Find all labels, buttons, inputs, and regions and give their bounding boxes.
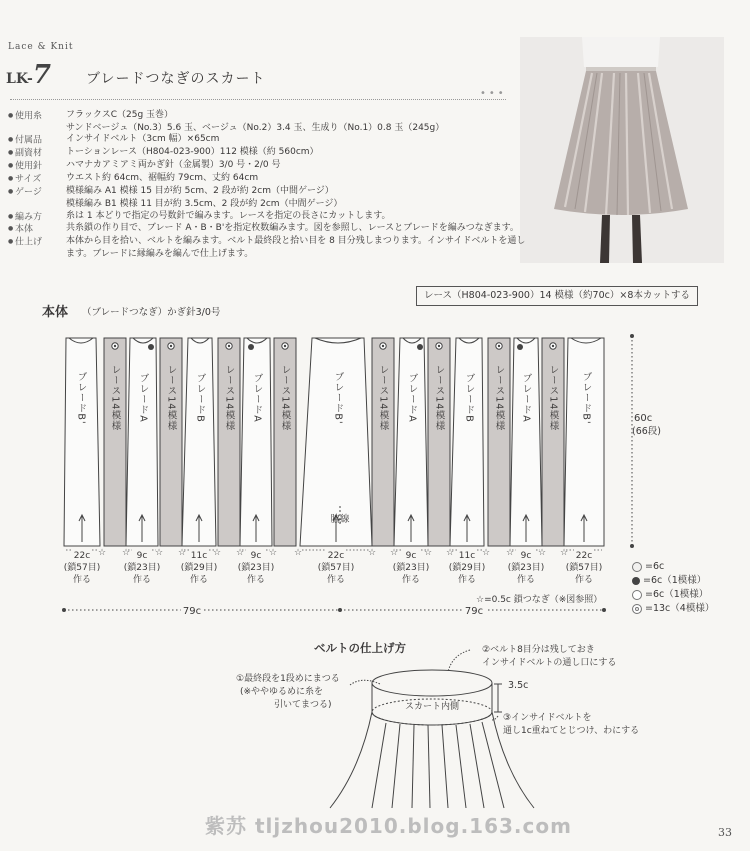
belt-title: ベルトの仕上げ方 (314, 641, 406, 655)
belt-height: 3.5c (508, 680, 529, 691)
spec-value: トーションレース（H804-023-900）112 模様（約 560cm） (66, 147, 319, 158)
bullet-icon: ● (8, 238, 14, 246)
spec-label: ● 使用糸 (8, 111, 43, 122)
panel-label: ブレードA (406, 373, 418, 423)
watermark: 紫苏 tljzhou2010.blog.163.com (205, 814, 572, 838)
bullet-icon: ● (8, 212, 14, 220)
symbol-legend (632, 560, 714, 616)
star-icon: ☆ (389, 548, 399, 558)
brand-logo-text: Lace & Knit (8, 42, 74, 52)
spec-row (8, 211, 526, 224)
filled-circle-icon (248, 344, 254, 350)
spec-label (8, 123, 66, 135)
spec-label: ● ゲージ (8, 187, 42, 198)
pattern-code-number: 7 (32, 60, 51, 90)
belt-note1-line1: ①最終段を1段めにまつる (236, 674, 340, 684)
spec-value: インサイドベルト（3cm 幅）×65cm (66, 134, 220, 145)
star-icon: ☆ (268, 548, 278, 558)
width-w: 22c (73, 551, 91, 561)
bullet-icon: ● (8, 225, 14, 233)
bullet-icon: ● (8, 149, 14, 157)
spec-row (8, 249, 526, 261)
spec-row (8, 134, 526, 147)
spec-label: ● 付属品 (8, 135, 43, 146)
specs-list (8, 110, 526, 261)
belt-note2-line1: ②ベルト8目分は残しておき (482, 645, 595, 655)
width-w: 9c (136, 551, 148, 561)
belt-note1-line2: (※ややゆるめに糸を (240, 687, 324, 697)
width-make: 作る (401, 575, 421, 585)
spec-value: サンドベージュ（No.3）5.6 玉、ベージュ（No.2）3.4 玉、生成り（No.1）0.8 玉（245g） (66, 122, 445, 133)
width-ch: (鎖29目) (180, 563, 218, 573)
spec-value: ハマナカアミアミ両かぎ針（金属製）3/0 号・2/0 号 (66, 160, 281, 171)
panel-label: レース14模様 (109, 364, 121, 432)
total-width-line (62, 608, 606, 612)
bullet-icon: ● (8, 188, 14, 196)
width-ch: (鎖57目) (565, 563, 603, 573)
star-icon: ☆ (121, 548, 131, 558)
width-w: 22c (575, 551, 593, 561)
total-width-left: 79c (182, 606, 202, 617)
body-section-title: 本体 (42, 305, 69, 320)
belt-diagram (0, 640, 750, 810)
white-circle-icon (632, 590, 642, 600)
panel-label: レース14模様 (279, 364, 291, 432)
spec-value: ウエスト約 64cm、裾幅約 79cm、丈約 64cm (66, 173, 259, 184)
spec-row (8, 186, 526, 199)
panel-label: レース14模様 (547, 364, 559, 432)
star-icon: ☆ (97, 548, 107, 558)
star-icon: ☆ (293, 548, 303, 558)
star-icon: ☆ (177, 548, 187, 558)
width-ch: (鎖23目) (507, 563, 545, 573)
spec-row (8, 223, 526, 236)
star-note: ☆=0.5c 鎖つなぎ（※図参照） (476, 595, 603, 605)
belt-note3-line1: ③インサイドベルトを (503, 713, 592, 723)
panel-label: レース14模様 (493, 364, 505, 432)
spec-value: 模様編み A1 模様 15 目が約 5cm、2 段が約 2cm（中間ゲージ） (66, 186, 334, 197)
belt-note2-line2: インサイドベルトの通し口にする (482, 658, 617, 668)
panel-label: レース14模様 (433, 364, 445, 432)
star-icon: ☆ (212, 548, 222, 558)
width-make: 作る (132, 575, 152, 585)
panel-label: ブレードB (194, 373, 206, 423)
star-icon: ☆ (481, 548, 491, 558)
lace-cut-note: レース（H804-023-900）14 模様（約70c）×8本カットする (416, 286, 698, 306)
bullet-icon: ● (8, 136, 14, 144)
panel-label: レース14模様 (165, 364, 177, 432)
width-make: 作る (246, 575, 266, 585)
divider-dots: ••• (480, 88, 507, 99)
body-section-subtitle: （ブレードつなぎ）かぎ針3/0号 (82, 307, 221, 318)
pattern-code-prefix: LK- (6, 71, 33, 87)
page-number: 33 (718, 826, 732, 839)
filled-circle-icon (632, 577, 640, 585)
spec-row (8, 173, 526, 186)
width-w: 9c (520, 551, 532, 561)
width-ch: (鎖29目) (448, 563, 486, 573)
width-ch: (鎖57目) (63, 563, 101, 573)
star-icon: ☆ (559, 548, 569, 558)
spec-value: ます。ブレードに縁編みを編んで仕上げます。 (66, 249, 254, 260)
star-icon: ☆ (367, 548, 377, 558)
legend-row-filled: =6c（1模様） (632, 574, 714, 588)
spec-label (8, 199, 66, 211)
star-icon: ☆ (423, 548, 433, 558)
spec-label: ● 編み方 (8, 211, 43, 222)
header-divider (10, 99, 506, 100)
belt-note3-line2: 通し1c重ねてとじつけ、わにする (503, 726, 640, 736)
spec-label: ● 副資材 (8, 148, 43, 159)
panel-label: レース14模様 (377, 364, 389, 432)
panel-label: ブレードB' (580, 371, 592, 425)
belt-note1-line3: 引いてまつる) (274, 700, 332, 710)
width-ch: (鎖57目) (317, 563, 355, 573)
width-make: 作る (189, 575, 209, 585)
panel-label: レース14模様 (223, 364, 235, 432)
panel-label: ブレードA (137, 373, 149, 423)
panel-label: ブレードA (251, 373, 263, 423)
spec-row (8, 110, 526, 123)
bullet-icon: ● (8, 175, 14, 183)
width-make: 作る (326, 575, 346, 585)
legend-row-white: =6c（1模様） (632, 588, 714, 602)
star-icon: ☆ (235, 548, 245, 558)
pattern-code (6, 60, 51, 90)
panel-label: ブレードA (520, 373, 532, 423)
spec-label (8, 249, 66, 261)
width-make: 作る (516, 575, 536, 585)
filled-circle-icon (417, 344, 423, 350)
spec-label: ● 使用針 (8, 161, 43, 172)
star-icon: ☆ (445, 548, 455, 558)
bullet-icon: ● (8, 162, 14, 170)
height-rows: (66段) (632, 426, 662, 437)
width-ch: (鎖23目) (123, 563, 161, 573)
panel-label: ブレードB' (332, 371, 344, 425)
star-icon: ☆ (505, 548, 515, 558)
star-icon: ☆ (154, 548, 164, 558)
double-circle-icon (632, 604, 642, 614)
spec-row (8, 123, 526, 135)
width-make: 作る (457, 575, 477, 585)
spec-label: ● サイズ (8, 174, 42, 185)
open-circle-icon (632, 562, 642, 572)
width-make: 作る (574, 575, 594, 585)
spec-label: ● 仕上げ (8, 237, 43, 248)
legend-row-open: =6c (632, 560, 714, 574)
width-ch: (鎖23目) (237, 563, 275, 573)
spec-value: 共糸鎖の作り目で、ブレード A・B・B'を指定枚数編みます。図を参照し、レースとブレードを編みつなぎます。 (66, 223, 519, 234)
pattern-title: ブレードつなぎのスカート (86, 71, 266, 87)
width-w: 22c (327, 551, 345, 561)
spec-row (8, 147, 526, 160)
height-label: 60c (634, 413, 653, 424)
skirt-photo (520, 37, 724, 263)
spec-value: フラックスC（25g 玉巻） (66, 110, 174, 120)
width-make: 作る (72, 575, 92, 585)
bullet-icon: ● (8, 112, 14, 119)
width-w: 9c (250, 551, 262, 561)
width-w: 9c (405, 551, 417, 561)
legend-row-double: =13c（4模様） (632, 602, 714, 616)
spec-label: ● 本体 (8, 224, 34, 235)
total-width-right: 79c (464, 606, 484, 617)
spec-value: 本体から目を拾い、ベルトを編みます。ベルト最終段と拾い目を 8 目分残しまつります。インサイドベルトを通し (66, 236, 526, 247)
spec-value: 模様編み B1 模様 11 目が約 3.5cm、2 段が約 2cm（中間ゲージ） (66, 198, 343, 209)
width-ch: (鎖23目) (392, 563, 430, 573)
star-icon: ☆ (537, 548, 547, 558)
filled-circle-icon (148, 344, 154, 350)
skirt-inner-label: スカート内側 (404, 702, 460, 712)
width-w: 11c (458, 551, 476, 561)
width-w: 11c (190, 551, 208, 561)
height-dimension (630, 334, 634, 548)
spec-row (8, 199, 526, 211)
spec-row (8, 160, 526, 173)
side-line-label: 脇線 (330, 514, 350, 525)
filled-circle-icon (517, 344, 523, 350)
spec-value: 糸は 1 本どりで指定の号数針で編みます。レースを指定の長さにカットします。 (66, 210, 391, 221)
panel-label: ブレードB (463, 373, 475, 423)
spec-row (8, 236, 526, 249)
panel-label: ブレードB' (75, 371, 87, 425)
